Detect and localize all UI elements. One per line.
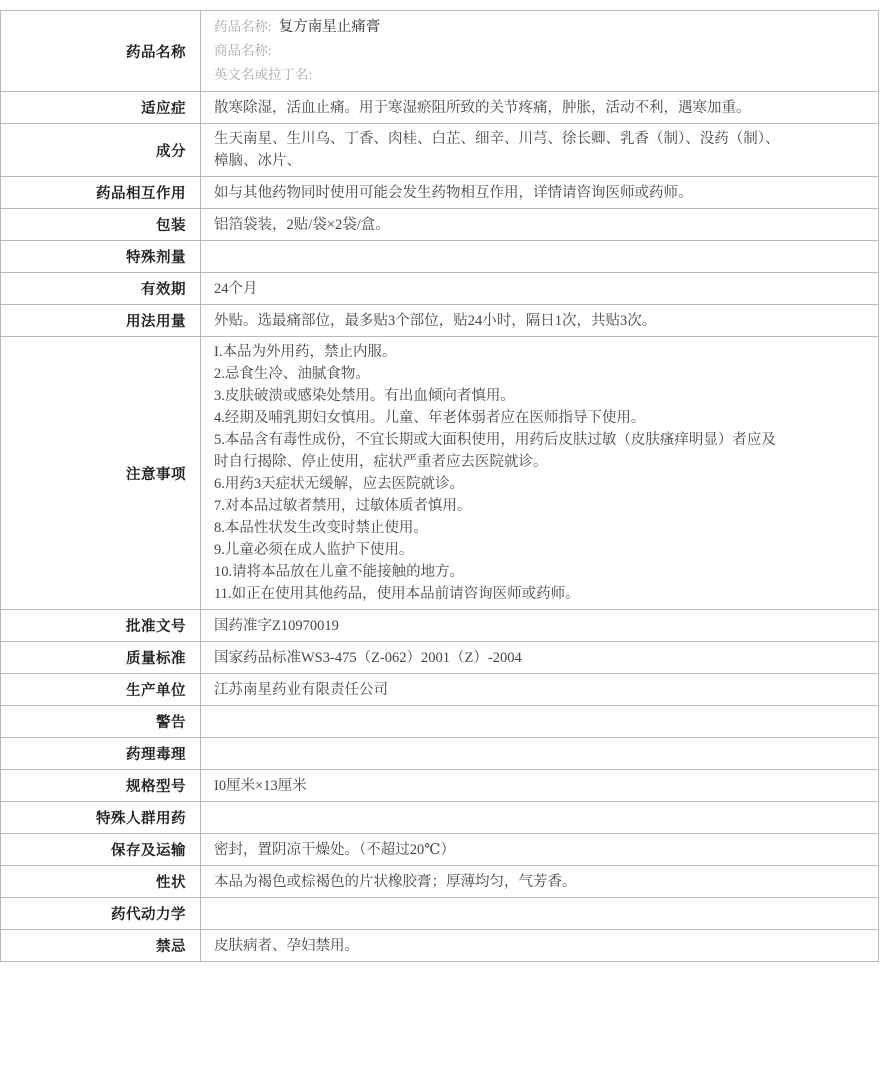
content-line: 3.皮肤破溃或感染处禁用。有出血倾向者慎用。 (214, 388, 515, 404)
content-line: 4.经期及哺乳期妇女慎用。儿童、年老体弱者应在医师指导下使用。 (214, 410, 646, 426)
content-line: 7.对本品过敏者禁用，过敏体质者慎用。 (214, 498, 472, 514)
row-label: 用法用量 (1, 305, 201, 337)
row-content (201, 898, 879, 930)
content-line: 8.本品性状发生改变时禁止使用。 (214, 520, 428, 536)
row-content (201, 770, 879, 802)
content-line: 10.请将本品放在儿童不能接触的地方。 (214, 564, 465, 580)
content-line: 江苏南星药业有限责任公司 (214, 681, 388, 698)
content-line: 密封，置阴凉干燥处。（不超过20℃） (214, 841, 455, 858)
row-content (201, 674, 879, 706)
table-row (1, 706, 879, 738)
table-row (1, 305, 879, 337)
row-content (201, 11, 879, 92)
row-content (201, 124, 879, 177)
row-label: 生产单位 (1, 674, 201, 706)
row-content (201, 177, 879, 209)
table-row (1, 241, 879, 273)
table-row (1, 124, 879, 177)
row-content (201, 209, 879, 241)
row-label: 药品相互作用 (1, 177, 201, 209)
table-row (1, 642, 879, 674)
content-line: 本品为褐色或棕褐色的片状橡胶膏；厚薄均匀，气芳香。 (214, 873, 577, 890)
content-line: 如与其他药物同时使用可能会发生药物相互作用，详情请咨询医师或药师。 (214, 184, 693, 201)
drug-info-table (0, 10, 879, 962)
table-row (1, 802, 879, 834)
row-label: 注意事项 (1, 337, 201, 610)
row-label: 批准文号 (1, 610, 201, 642)
content-line: 6.用药3天症状无缓解，应去医院就诊。 (214, 476, 465, 492)
content-line: 国药准字Z10970019 (214, 617, 339, 634)
content-line: 5.本品含有毒性成份，不宜长期或大面积使用，用药后皮肤过敏（皮肤瘙痒明显）者应及 (214, 432, 776, 448)
content-line: 樟脑、冰片、 (214, 153, 301, 169)
row-label: 药代动力学 (1, 898, 201, 930)
table-row (1, 11, 879, 92)
row-label: 质量标准 (1, 642, 201, 674)
row-content (201, 610, 879, 642)
table-row (1, 866, 879, 898)
table-row (1, 92, 879, 124)
content-line: 皮肤病者、孕妇禁用。 (214, 937, 359, 954)
drug-info-table-body (1, 11, 879, 962)
row-content (201, 834, 879, 866)
row-label: 禁忌 (1, 930, 201, 962)
content-line: 铝箔袋装，2贴/袋×2袋/盒。 (214, 216, 390, 233)
row-label: 保存及运输 (1, 834, 201, 866)
row-label: 包装 (1, 209, 201, 241)
row-content (201, 642, 879, 674)
row-label: 有效期 (1, 273, 201, 305)
field-sub-label: 商品名称: (214, 43, 272, 58)
table-row (1, 930, 879, 962)
table-row (1, 337, 879, 610)
content-line: 9.儿童必须在成人监护下使用。 (214, 542, 414, 558)
content-line: 2.忌食生冷、油腻食物。 (214, 366, 370, 382)
content-line: 国家药品标准WS3-475（Z-062）2001（Z）-2004 (214, 649, 522, 666)
field-sub-label: 英文名或拉丁名: (214, 67, 313, 82)
table-row (1, 898, 879, 930)
row-label: 警告 (1, 706, 201, 738)
field-value: 复方南星止痛膏 (278, 19, 381, 35)
table-row (1, 209, 879, 241)
row-label: 性状 (1, 866, 201, 898)
row-content (201, 92, 879, 124)
table-row (1, 770, 879, 802)
row-content (201, 273, 879, 305)
row-label: 规格型号 (1, 770, 201, 802)
row-content (201, 241, 879, 273)
field-sub-label: 药品名称: (214, 19, 272, 34)
table-row (1, 177, 879, 209)
content-line: 时自行揭除、停止使用，症状严重者应去医院就诊。 (214, 454, 548, 470)
table-row (1, 674, 879, 706)
name-field-line (214, 15, 868, 39)
table-row (1, 738, 879, 770)
row-label: 药理毒理 (1, 738, 201, 770)
table-row (1, 273, 879, 305)
name-field-line (214, 63, 868, 87)
row-content (201, 706, 879, 738)
row-content (201, 930, 879, 962)
content-line: 散寒除湿，活血止痛。用于寒湿瘀阻所致的关节疼痛，肿胀，活动不利，遇寒加重。 (214, 99, 751, 116)
content-line: I.本品为外用药，禁止内服。 (214, 344, 397, 360)
row-label: 药品名称 (1, 11, 201, 92)
row-content (201, 337, 879, 610)
row-content (201, 802, 879, 834)
content-line: 生天南星、生川乌、丁香、肉桂、白芷、细辛、川芎、徐长卿、乳香（制）、没药（制）、 (214, 131, 780, 147)
content-line: 11.如正在使用其他药品，使用本品前请咨询医师或药师。 (214, 586, 580, 602)
table-row (1, 610, 879, 642)
row-label: 特殊剂量 (1, 241, 201, 273)
row-label: 特殊人群用药 (1, 802, 201, 834)
content-line: I0厘米×13厘米 (214, 777, 307, 794)
row-label: 成分 (1, 124, 201, 177)
content-line: 外贴。选最痛部位，最多贴3个部位，贴24小时，隔日1次，共贴3次。 (214, 312, 657, 329)
name-field-line (214, 39, 868, 63)
row-content (201, 305, 879, 337)
row-content (201, 866, 879, 898)
row-label: 适应症 (1, 92, 201, 124)
row-content (201, 738, 879, 770)
table-row (1, 834, 879, 866)
content-line: 24个月 (214, 280, 258, 297)
